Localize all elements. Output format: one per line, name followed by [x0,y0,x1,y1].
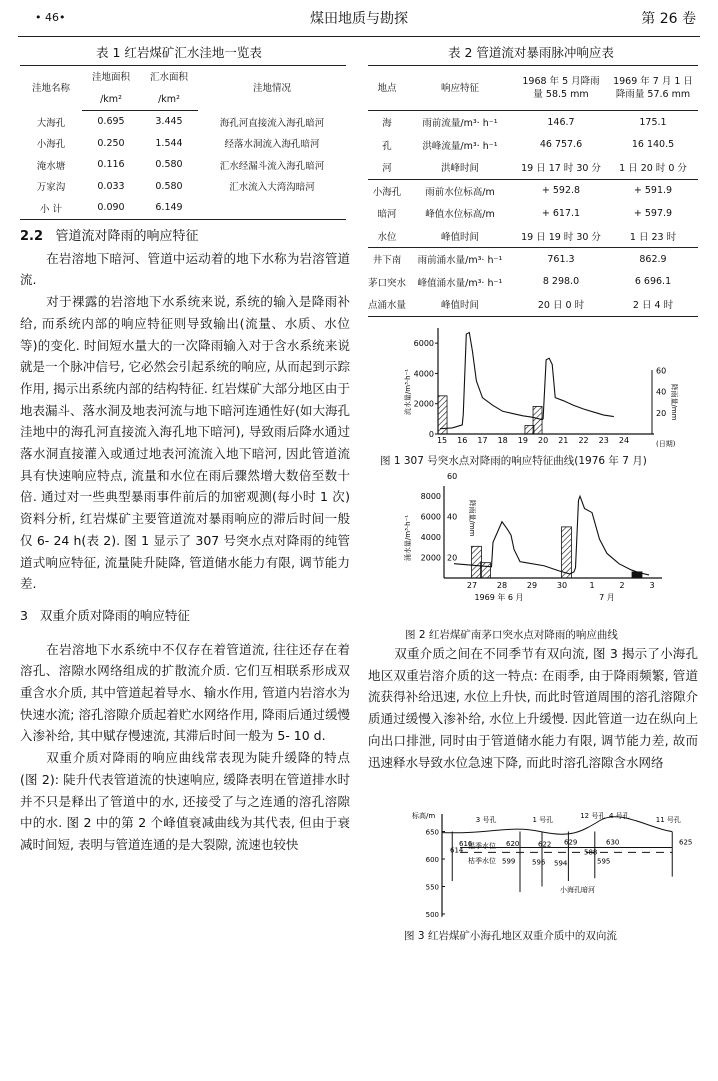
legend-dry: 枯季水位 [468,856,496,865]
table-cell: 汇水经漏斗流入海孔暗河 [219,160,325,172]
x-tick-label: 30 [556,581,568,590]
site-cell: 点涌水量 [368,300,407,312]
table-cell: + 597.9 [633,207,673,219]
journal-title: 煤田地质与勘探 [310,11,408,27]
elevation-label: 614 [450,846,464,855]
figure1-chart [400,322,680,452]
elevation-label: 595 [597,857,611,866]
table-cell: 2 日 4 时 [632,300,674,312]
x-tick-label: 16 [457,436,468,445]
y-axis-label: 标高/m [412,812,436,820]
table-cell: 汇水流入大湾沟暗河 [229,182,315,194]
y-tick-label: 6000 [413,339,434,349]
table-row [368,248,698,271]
table-row [20,111,346,133]
table-cell [198,197,346,219]
x-tick-label: 27 [466,581,478,590]
well-label: 4 号孔 [609,812,630,820]
annotation: 小海孔暗河 [560,886,595,894]
section-heading [20,226,350,248]
table-cell: 19 日 17 时 30 分 [514,156,608,179]
y2-axis-label: 降雨量/mm [670,383,678,421]
table-cell: 8 298.0 [542,276,580,288]
y-tick-label: 600 [425,856,439,864]
well-label: 3 号孔 [475,816,497,824]
table1-caption: 表 1 红岩煤矿汇水洼地一览表 [96,45,262,60]
figure1-caption: 图 1 307 号突水点对降雨的响应特征曲线(1976 年 7 月) [380,455,647,467]
table-cell: 19 日 19 时 30 分 [514,225,608,248]
body-paragraph: 在岩溶地下水系统中不仅存在着管道流, 往往还存在着溶孔、溶隙水网络组成的扩散流介质. 它们互相联系形成双重含水介质, 其中管道起着导水、输水作用, 管道内岩溶水为快速水流; 溶孔溶隙介质起着贮水网络作用, 降雨后通过缓慢入渗补给, 其中赋存慢速流, 其滞后时间一般为 5- 10 d. [20,641,350,744]
table-cell: 小海孔 [36,139,66,151]
elevation-label: 596 [532,858,546,867]
site-cell: 茅口突水 [368,277,407,289]
rainfall-bar [481,563,491,578]
rainfall-bar [525,426,534,434]
table-cell: 1 日 20 时 0 分 [608,156,698,179]
table2-header: 地点 [368,66,406,111]
y-tick-label: 2000 [420,553,441,563]
table-cell: 175.1 [639,116,667,128]
y2-tick-label: 60 [656,366,667,376]
table-cell: 0.090 [97,202,125,214]
elevation-label: 629 [564,838,578,847]
body-paragraph: 在岩溶地下暗河、管道中运动着的地下水称为岩溶管道流. [20,250,350,288]
elevation-label: 630 [606,838,620,847]
table-cell: 洪峰流量/m³· h⁻¹ [422,140,498,152]
table-cell: 雨前涌水量/m³· h⁻¹ [417,255,503,267]
discharge-line [440,333,614,429]
x-tick-label: 18 [497,436,508,445]
table1-header: 洼地面积 [91,71,130,83]
left-column [20,226,350,855]
y-tick-label: 4000 [413,369,434,379]
table2-header: 1968 年 5 月降雨 [522,76,600,87]
table2 [368,65,698,317]
table-row [368,179,698,202]
table-row [20,176,346,198]
x-tick-label: 17 [477,436,488,445]
table-cell: 峰值水位标高/m [425,209,495,221]
header-rule [18,36,700,37]
y2-tick-label: 40 [656,387,667,397]
x-axis-label: 1969 年 6 月 [474,593,524,602]
y2-tick-label: 40 [447,512,458,522]
table-cell: 0.033 [97,180,125,192]
table-cell: 峰值时间 [440,300,479,312]
y2-tick-label: 20 [447,553,458,563]
y-tick-label: 6000 [420,512,441,522]
elevation-label: 599 [502,857,516,866]
body-paragraph: 双重介质对降雨的响应曲线常表现为陡升缓降的特点(图 2): 陡升代表管道流的快速响应, 缓降表明在管道排水时并不只是释出了管道中的水, 还接受了与之连通的溶孔溶隙中的水. 图 2 中的第 2 个峰值衰减曲线为其代表, 但由于衰减时间短, 表明与管道连通的是大裂隙, 流速也较快 [20,750,350,852]
table-cell: 小 计 [39,203,63,215]
x-tick-label: 20 [538,436,549,445]
table1-header: 洼地情况 [252,82,291,94]
site-cell: 小海孔 [372,186,402,198]
x-tick-label: 21 [558,436,569,445]
elevation-label: 616 [459,839,473,848]
table2-header: 量 58.5 mm [533,89,589,100]
table-row [368,156,698,179]
table-cell: 0.250 [97,137,125,149]
x-tick-label: 2 [619,581,625,590]
table-cell: 万家沟 [36,182,66,194]
figure2-chart [400,471,670,623]
table-row [368,293,698,316]
table-cell: 经落水洞流入海孔暗河 [224,139,320,151]
section-heading [20,605,350,627]
table2-header: 1969 年 7 月 1 日 [613,76,693,87]
rainfall-bar [562,527,572,578]
site-cell: 孔 [382,140,392,152]
elevation-label: 625 [679,838,693,847]
table1-header: 洼地名称 [31,82,70,94]
y2-axis-label: 降雨量/mm [468,499,476,537]
table-row [20,197,346,219]
y-tick-label: 2000 [413,399,434,409]
site-cell: 河 [368,156,406,179]
body-paragraph: 对于裸露的岩溶地下水系统来说, 系统的输入是降雨补给, 而系统内部的响应特征则导致输出(流量、水质、水位等)的变化. 时间短水量大的一次降雨输入对于含水系统来说就是一个脉冲信号, 它必然会引起系统的响应, 从而起到示踪作用, 揭示出系统内部的结构特征. 红岩煤矿大部分地区由于地表漏斗、落水洞及地表河流与地下暗河连通性好(如大海孔洼地中的海孔河直接流入海孔地下暗河), 导致雨后降水通过落水洞直接灌入或通过地表河流流入地下暗河, 因此管道流具有快速响应特点, 流量和水位在雨后骤然增大数倍至数十倍. 通过对一些典型暴雨事件前后的加密观测(每小时 1 次)资料分析, 红岩煤矿主要管道流对暴雨响应的滞后时间一般仅 6- 24 h(表 2). 图 1 显示了 307 号突水点对降雨的纯管道式响应特征, 流量陡升陡降, 管道储水能力有限, 调节能力差. [20,294,350,592]
x-tick-label: 24 [618,436,630,445]
table-cell: 862.9 [639,253,667,265]
table-cell: 146.7 [547,116,575,128]
table-cell: 雨前水位标高/m [425,186,495,198]
table-cell: 46 757.6 [539,139,583,151]
table-cell: 峰值涌水量/m³· h⁻¹ [417,277,503,289]
y-tick-label: 550 [425,883,439,892]
table-row [368,225,698,248]
rainfall-bar [472,546,482,578]
y-axis-label: 涌水量/m³·h⁻¹ [404,514,412,562]
legend-wet: 湿季水位 [468,842,496,850]
elevation-label: 588 [584,848,598,857]
y2-tick-label: 60 [447,471,458,481]
section-title: 双重介质对降雨的响应特征 [39,607,190,623]
table1-unit: /km² [82,88,140,111]
x-axis-label: 7 月 [599,593,615,602]
table1-header: 汇水面积 [149,71,188,83]
elevation-label: 622 [538,840,552,849]
site-cell: 暗河 [377,209,397,221]
table-cell: 海孔河直接流入海孔暗河 [219,117,325,129]
x-tick-label: 29 [526,581,538,590]
well-label: 1 号孔 [532,816,554,824]
table-row [368,134,698,157]
table-cell: 6 696.1 [634,276,672,288]
elevation-label: 620 [506,839,520,848]
table1 [20,65,346,220]
x-tick-label: 1 [589,581,595,590]
x-tick-label: 3 [649,581,655,590]
x-tick-label: 22 [578,436,589,445]
page-number: • 46• [35,11,66,24]
table-cell: + 591.9 [633,185,673,197]
table2-caption: 表 2 管道流对暴雨脉冲响应表 [448,45,614,60]
table-cell: 峰值时间 [406,225,514,248]
y-tick-label: 650 [425,828,439,837]
table1-unit: /km² [140,88,198,111]
volume-label: 第 26 卷 [641,11,696,27]
site-cell: 海 [382,118,392,130]
y-tick-label: 4000 [420,533,441,543]
table2-header: 响应特征 [406,66,514,111]
table-cell: 洪峰时间 [406,156,514,179]
table-cell: 1.544 [155,137,183,149]
table-cell: 761.3 [547,253,575,265]
elevation-label: 594 [554,859,568,868]
figure3-diagram [410,806,693,919]
y2-tick-label: 20 [656,408,667,418]
table-row [368,202,698,225]
table-cell: 0.695 [97,116,125,128]
table-cell: 6.149 [155,202,183,214]
section-number: 3 [20,607,28,623]
table-cell: 0.580 [155,159,183,171]
y-axis-label: 流水量/m³·h⁻¹ [404,368,412,416]
x-tick-label: 15 [436,436,448,445]
table-row [20,133,346,155]
table-row [368,111,698,134]
table-cell: 淹水塘 [36,160,66,172]
y-tick-label: 8000 [420,492,441,502]
x-tick-label: 19 [517,436,528,445]
table-cell: 3.445 [155,116,183,128]
y-tick-label: 0 [428,430,434,439]
table-cell: 16 140.5 [631,139,675,151]
table-row [20,154,346,176]
right-column [368,643,698,773]
table2-header: 降雨量 57.6 mm [615,89,691,100]
well-label: 12 号孔 [580,812,606,820]
figure3-caption: 图 3 红岩煤矿小海孔地区双重介质中的双向流 [404,930,617,942]
site-cell: 井下南 [372,255,402,267]
section-number: 2.2 [20,229,44,244]
y-tick-label: 500 [425,911,439,919]
figure2-caption: 图 2 红岩煤矿南茅口突水点对降雨的响应曲线 [405,629,618,641]
x-axis-label: (日期) [656,440,676,448]
rainfall-bar [533,406,542,434]
x-tick-label: 23 [598,436,609,445]
table-cell: 0.116 [97,159,125,171]
table-cell: 雨前流量/m³· h⁻¹ [422,118,498,130]
table-row [368,271,698,294]
table-cell: 1 日 23 时 [608,225,698,248]
body-paragraph: 双重介质之间在不同季节有双向流, 图 3 揭示了小海孔地区双重岩溶介质的这一特点: 在雨季, 由于降雨频繁, 管道流获得补给迅速, 水位上升快, 而此时管道周围的溶孔溶隙介质通过缓慢入渗补给, 水位上升缓慢. 因此管道一边在纵向上向出口排泄, 同时由于管道储水能力有限, 调节能力差, 故而迅速释水导致水位急速下降, 而此时溶孔溶隙含水网络 [368,646,698,770]
x-tick-label: 28 [496,581,508,590]
table-cell: 0.580 [155,180,183,192]
site-cell: 水位 [368,225,406,248]
table-cell: 大海孔 [36,117,66,129]
table-cell: + 592.8 [541,185,581,197]
table-cell: 20 日 0 时 [537,300,585,312]
table-cell: + 617.1 [541,207,581,219]
section-title: 管道流对降雨的响应特征 [55,229,199,244]
well-label: 11 号孔 [655,816,681,824]
